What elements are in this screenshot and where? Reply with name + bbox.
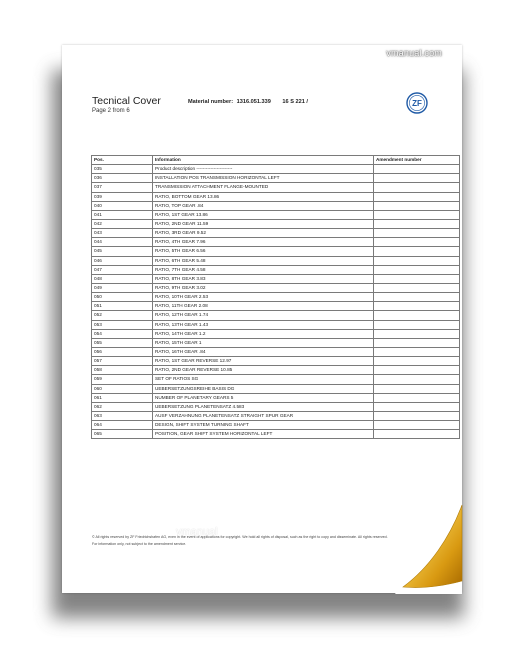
cell-pos: 063 [92,411,153,420]
cell-information: RATIO, 8TH GEAR 3.83 [153,274,374,283]
cell-information: POSITION, GEAR SHIFT SYSTEM HORIZONTAL LEFT [153,430,374,439]
header-amendment: Amendment number [374,156,460,165]
cell-information: RATIO, 4TH GEAR 7.96 [153,238,374,247]
table-row [92,402,460,411]
cell-information: TRANSMISSION ATTACHMENT FLANGE-MOUNTED [153,183,374,192]
cell-pos: 050 [92,293,153,302]
cell-amendment [374,229,460,238]
table-row [92,384,460,393]
table-row [92,210,460,219]
cell-amendment [374,347,460,356]
cell-pos: 048 [92,274,153,283]
cell-pos: 058 [92,366,153,375]
table-row [92,411,460,420]
cell-amendment [374,183,460,192]
watermark-top: vmanual.com [386,48,442,58]
cell-pos: 045 [92,247,153,256]
material-code: 16 S 221 / [282,99,308,105]
cell-information: RATIO, 1ST GEAR REVERSE 12.97 [153,357,374,366]
header-pos: Pos. [92,156,153,165]
table-row [92,238,460,247]
cell-information: UEBERSETZUNG PLANETENSATZ 4.583 [153,402,374,411]
cell-information: AUSF VERZAHNUNG PLANETENSATZ STRAIGHT SPUR GEAR [153,411,374,420]
material-number [188,99,308,105]
cell-pos: 061 [92,393,153,402]
cell-pos: 039 [92,192,153,201]
cell-information: RATIO, 10TH GEAR 2.53 [153,293,374,302]
cell-information: RATIO, 11TH GEAR 2.08 [153,302,374,311]
cell-information: RATIO, 12TH GEAR 1.74 [153,311,374,320]
table-row [92,183,460,192]
cell-amendment [374,411,460,420]
cell-amendment [374,384,460,393]
table-row [92,338,460,347]
cell-pos: 052 [92,311,153,320]
cell-amendment [374,256,460,265]
cell-information: RATIO, 9TH GEAR 3.02 [153,283,374,292]
cell-pos: 047 [92,265,153,274]
cell-information: RATIO, 5TH GEAR 6.56 [153,247,374,256]
cell-information: NUMBER OF PLANETARY GEARS 5 [153,393,374,402]
cell-amendment [374,311,460,320]
table-body [92,165,460,439]
cell-pos: 059 [92,375,153,384]
cell-information: RATIO, 16TH GEAR .84 [153,347,374,356]
cell-information: INSTALLATION POS TRANSMISSION HORIZONTAL LEFT [153,174,374,183]
cell-information: DESIGN, SHIFT SYSTEM TURNING SHAFT [153,421,374,430]
cell-amendment [374,219,460,228]
cell-amendment [374,302,460,311]
table-row [92,375,460,384]
cell-information: RATIO, 3RD GEAR 9.52 [153,229,374,238]
page-indicator: Page 2 from 6 [92,108,130,114]
cell-pos: 055 [92,338,153,347]
table-row [92,421,460,430]
cell-pos: 044 [92,238,153,247]
cell-amendment [374,357,460,366]
cell-amendment [374,201,460,210]
cell-pos: 062 [92,402,153,411]
cell-amendment [374,393,460,402]
document-title: Tecnical Cover [92,95,161,107]
cell-information: RATIO, 2ND GEAR REVERSE 10.85 [153,366,374,375]
cell-pos: 057 [92,357,153,366]
cell-pos: 054 [92,329,153,338]
table-row [92,265,460,274]
table-row [92,219,460,228]
table-row [92,357,460,366]
cell-amendment [374,329,460,338]
cell-pos: 043 [92,229,153,238]
cell-information: RATIO, 1ST GEAR 13.86 [153,210,374,219]
table-row [92,430,460,439]
cell-amendment [374,265,460,274]
table-row [92,192,460,201]
table-row [92,256,460,265]
cell-amendment [374,430,460,439]
cell-amendment [374,402,460,411]
copyright-footer [92,534,412,548]
cell-amendment [374,338,460,347]
page-curl-icon [395,497,465,594]
cell-amendment [374,320,460,329]
table-row [92,247,460,256]
cell-amendment [374,421,460,430]
cell-pos: 064 [92,421,153,430]
cell-pos: 041 [92,210,153,219]
cell-pos: 049 [92,283,153,292]
header-information: Information [153,156,374,165]
table-row [92,293,460,302]
cell-information: RATIO, BOTTOM GEAR 13.86 [153,192,374,201]
information-table [91,155,460,439]
table-row [92,165,460,174]
cell-pos: 036 [92,174,153,183]
cell-pos: 037 [92,183,153,192]
table-row [92,174,460,183]
zf-logo-icon [406,92,428,114]
cell-amendment [374,247,460,256]
cell-pos: 060 [92,384,153,393]
table-row [92,311,460,320]
table-row [92,329,460,338]
cell-pos: 042 [92,219,153,228]
cell-pos: 065 [92,430,153,439]
watermark-mid: vmanual [176,526,218,538]
cell-information: RATIO, 13TH GEAR 1.43 [153,320,374,329]
table-row [92,302,460,311]
cell-amendment [374,192,460,201]
cell-amendment [374,293,460,302]
cell-information: RATIO, 6TH GEAR 5.48 [153,256,374,265]
footer-line-2: For information only, not subject to the amendment service. [92,542,187,546]
material-label: Material number: [188,99,234,105]
table-row [92,347,460,356]
table-row [92,320,460,329]
cell-information: SET OF RATIOS SG [153,375,374,384]
table-row [92,393,460,402]
cell-information: RATIO, 15TH GEAR 1 [153,338,374,347]
cell-information: RATIO, 7TH GEAR 4.58 [153,265,374,274]
cell-pos: 051 [92,302,153,311]
cell-information: UEBERSETZUNGSREIHE BASIS DG [153,384,374,393]
cell-information: RATIO, TOP GEAR .84 [153,201,374,210]
table-row [92,229,460,238]
cell-amendment [374,210,460,219]
table-row [92,283,460,292]
cell-pos: 040 [92,201,153,210]
cell-amendment [374,174,460,183]
cell-information: RATIO, 14TH GEAR 1.2 [153,329,374,338]
cell-information: Product description ----------------------- [153,165,374,174]
cell-information: RATIO, 2ND GEAR 11.59 [153,219,374,228]
cell-pos: 046 [92,256,153,265]
cell-amendment [374,375,460,384]
cell-amendment [374,165,460,174]
cell-pos: 056 [92,347,153,356]
cell-amendment [374,274,460,283]
table-row [92,366,460,375]
cell-pos: 053 [92,320,153,329]
cell-amendment [374,366,460,375]
table-row [92,201,460,210]
footer-line-1: © All rights reserved by ZF Friedrichshafen AG, even in the event of applications for copyright. We hold all rights of disposal, such as the right to copy and disseminate. All rights reserved. [92,535,388,539]
cell-amendment [374,283,460,292]
cell-amendment [374,238,460,247]
cell-pos: 035 [92,165,153,174]
table-header-row [92,156,460,165]
table-row [92,274,460,283]
material-value: 1316.051.339 [236,99,271,105]
logo-text: ZF [412,99,422,108]
